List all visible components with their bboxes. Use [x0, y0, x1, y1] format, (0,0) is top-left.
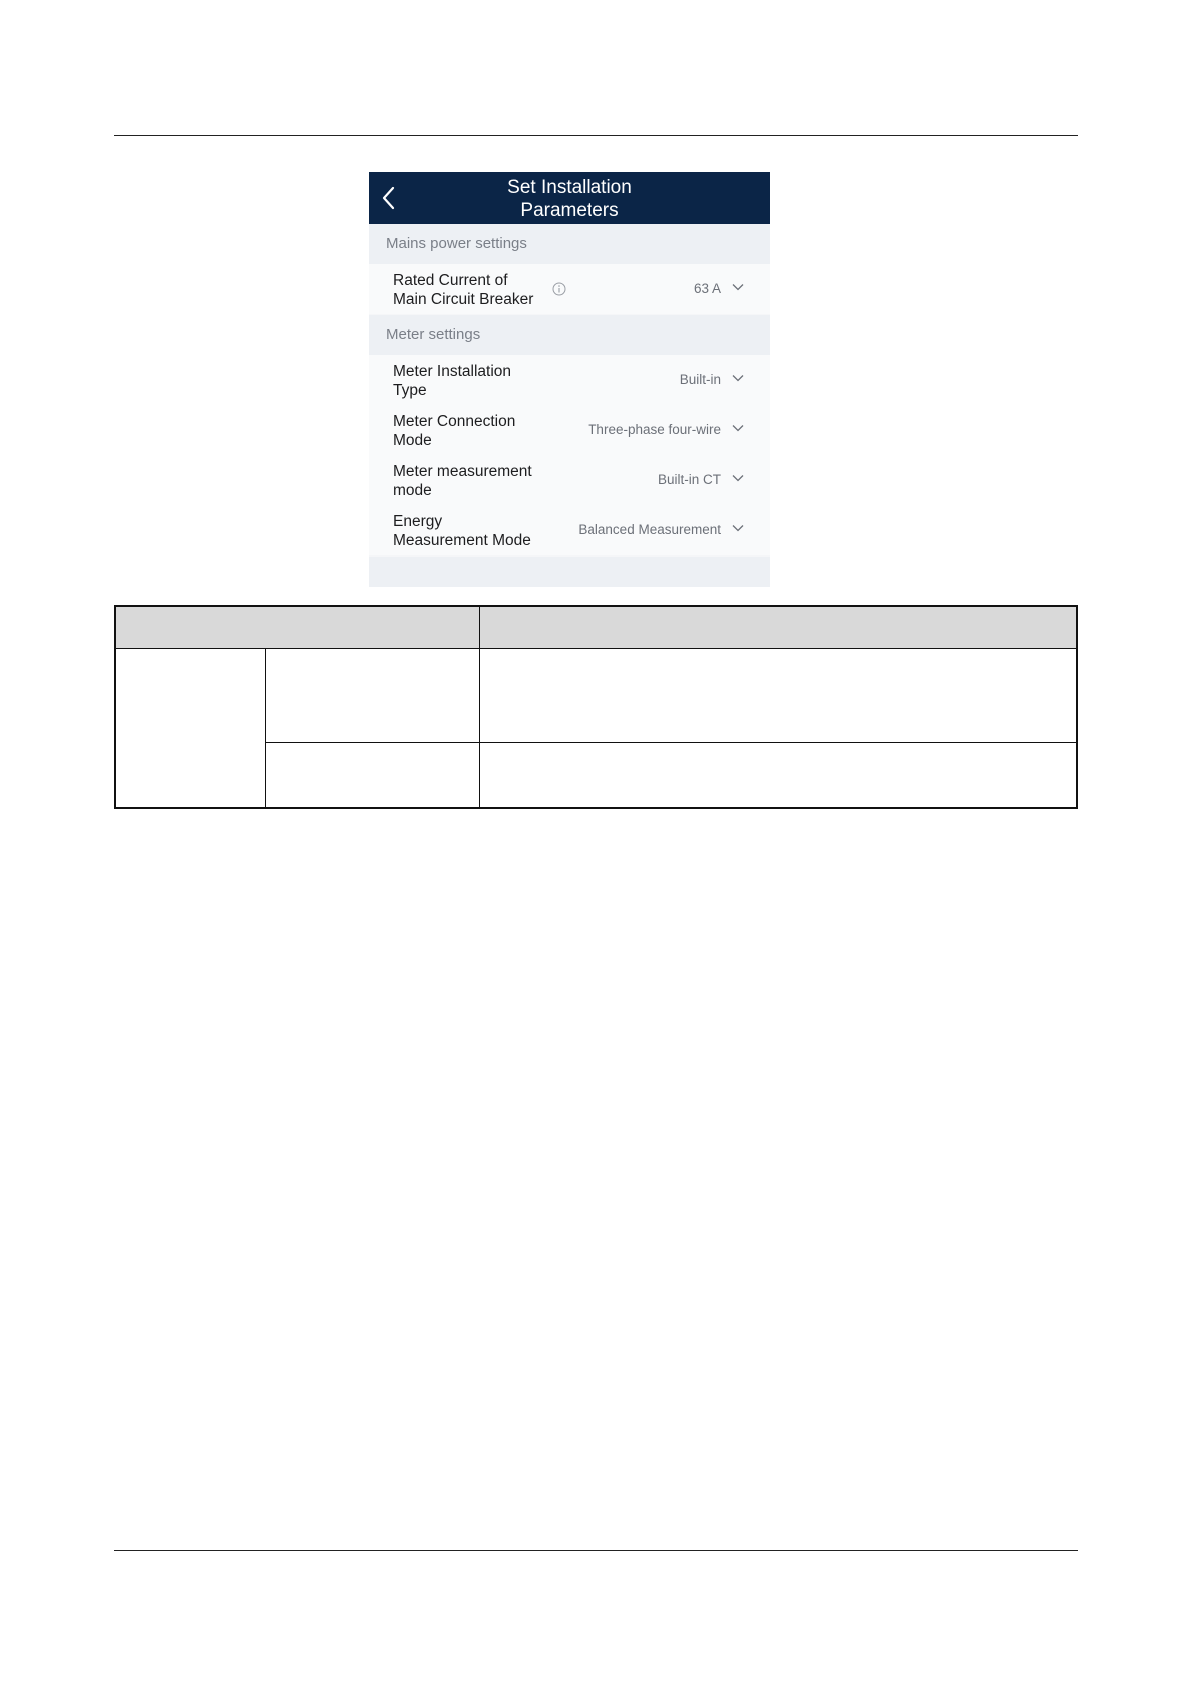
table-cell-group [116, 649, 266, 807]
title-bar [369, 172, 770, 224]
table-cell-subparameter [266, 743, 480, 807]
chevron-down-icon[interactable] [732, 283, 744, 291]
parameter-table [114, 605, 1078, 809]
setting-value: Built-in CT [657, 472, 721, 487]
setting-label: Meter measurement mode [393, 463, 532, 499]
page-title: Set Installation Parameters [507, 177, 632, 221]
app-screenshot [369, 172, 770, 587]
table-cell-description [480, 649, 1076, 743]
info-icon[interactable] [552, 282, 566, 296]
setting-label: Meter Installation Type [393, 363, 512, 399]
section-header-mains-power: Mains power settings [369, 224, 770, 264]
back-icon[interactable] [379, 185, 401, 211]
table-cell-description [480, 743, 1076, 807]
chevron-down-icon[interactable] [732, 374, 744, 382]
setting-value: Three-phase four-wire [588, 422, 721, 437]
header-rule [114, 135, 1078, 136]
bottom-padding [369, 557, 770, 587]
setting-value: Balanced Measurement [578, 522, 721, 537]
setting-row-energy-measurement-mode[interactable] [369, 505, 770, 555]
setting-row-meter-installation-type[interactable] [369, 355, 770, 405]
chevron-down-icon[interactable] [732, 524, 744, 532]
table-header-description [480, 607, 1076, 649]
setting-label: Energy Measurement Mode [393, 513, 531, 549]
setting-value: Built-in [679, 372, 721, 387]
table-header-parameter [116, 607, 480, 649]
setting-row-rated-current[interactable] [369, 264, 770, 314]
setting-row-meter-connection-mode[interactable] [369, 405, 770, 455]
footer-rule [114, 1550, 1078, 1551]
table-cell-subparameter [266, 649, 480, 743]
setting-value: 63 A [693, 281, 721, 296]
setting-label: Meter Connection Mode [393, 413, 516, 449]
chevron-down-icon[interactable] [732, 474, 744, 482]
setting-label: Rated Current of Main Circuit Breaker [393, 272, 534, 308]
chevron-down-icon[interactable] [732, 424, 744, 432]
setting-row-meter-measurement-mode[interactable] [369, 455, 770, 505]
section-header-meter: Meter settings [369, 315, 770, 355]
